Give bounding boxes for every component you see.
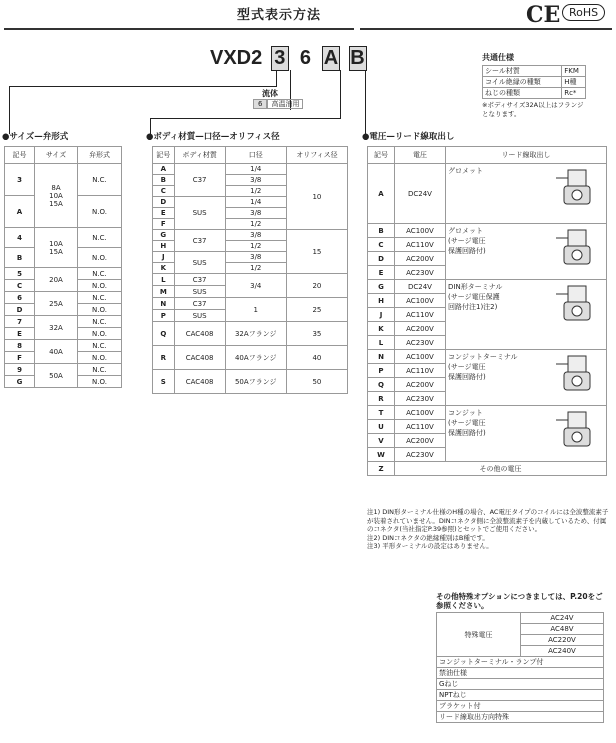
body-material: SUS [174,310,225,322]
size-table [4,146,122,388]
table-row [153,164,348,175]
size-symbol: G [5,376,35,388]
body-symbol: P [153,310,175,322]
volt-table-wrap [367,146,607,476]
connector-body [340,70,341,118]
table-row [5,164,122,196]
volt-value: AC110V [395,364,446,378]
volt-header-row [368,147,607,164]
model-size-box: 3 [271,46,289,71]
table-row [153,230,348,241]
volt-section-title: ●電圧—リード線取出し [362,132,455,142]
body-table-wrap [152,146,348,394]
body-symbol: J [153,252,175,263]
size-symbol: B [5,248,35,268]
table-row [153,274,348,286]
table-row [368,406,607,420]
header-cell: 口径 [225,147,286,164]
port-size: 1/2 [225,241,286,252]
body-symbol: E [153,208,175,219]
option-item: NPTねじ [437,690,604,701]
valve-type: N.C. [77,268,121,280]
options-table [436,612,604,723]
port-size: 1/2 [225,186,286,197]
size-symbol: A [5,196,35,228]
body-material: SUS [174,252,225,274]
option-row [437,712,604,723]
lead-sublabel: (サージ電圧保護 回路付注1)注2) [448,293,500,311]
table-row [368,462,607,476]
size-symbol: 6 [5,292,35,304]
options [436,592,606,723]
size-value: 25A [35,292,78,316]
connector-size-v [9,86,10,134]
table-row [153,370,348,394]
note-3: 注3) 平形ターミナルの設定はありません。 [367,542,493,550]
size-value: 50A [35,364,78,388]
model-volt-box: B [350,47,365,69]
lead-label: DIN形ターミナル [448,283,503,291]
body-material: CAC408 [174,346,225,370]
size-value: 20A [35,268,78,292]
valve-type: N.C. [77,228,121,248]
spec-val: Rc* [562,88,586,99]
solenoid-valve-icon [554,354,600,394]
volt-value: AC100V [395,406,446,420]
body-symbol: K [153,263,175,274]
option-row [437,613,604,624]
volt-value: AC100V [395,294,446,308]
connector-body-h [150,118,341,119]
volt-symbol: Q [368,378,395,392]
orifice: 10 [286,164,347,230]
body-material: CAC408 [174,370,225,394]
valve-type: N.C. [77,164,121,196]
option-item: ブラケット付 [437,701,604,712]
size-section-title: ●サイズ—弁形式 [2,132,69,142]
lead-out-cell [446,280,607,350]
note-2: 注2) DINコネクタの絶縁種別はB種です。 [367,533,489,542]
size-symbol: C [5,280,35,292]
size-symbol: 4 [5,228,35,248]
header-cell: 電圧 [395,147,446,164]
connector-volt [365,70,366,134]
option-row [437,701,604,712]
lead-out-cell [446,164,607,224]
volt-symbol: U [368,420,395,434]
lead-sublabel: (サージ電圧 保護回路付) [448,419,486,437]
table-row [5,292,122,304]
valve-type: N.O. [77,328,121,340]
body-symbol: N [153,298,175,310]
volt-value: AC230V [395,266,446,280]
volt-symbol: B [368,224,395,238]
orifice: 20 [286,274,347,298]
header-cell: リード線取出し [446,147,607,164]
fluid-code: 6 [253,99,267,109]
volt-symbol: W [368,448,395,462]
size-symbol: F [5,352,35,364]
orifice: 25 [286,298,347,322]
volt-symbol: C [368,238,395,252]
port-size: 3/4 [225,274,286,298]
header-cell: サイズ [35,147,78,164]
port-size: 1/2 [225,263,286,274]
body-symbol: D [153,197,175,208]
model-prefix: VXD2 [210,47,263,69]
header-rule [4,28,354,30]
volt-value: DC24V [395,164,446,224]
volt-value: AC200V [395,434,446,448]
valve-type: N.C. [77,292,121,304]
valve-type: N.O. [77,196,121,228]
volt-value: AC100V [395,350,446,364]
size-value: 32A [35,316,78,340]
valve-type: N.C. [77,316,121,328]
lead-label: コンジットターミナル [448,353,518,361]
lead-label: コンジット [448,409,483,417]
solenoid-valve-icon [554,410,600,450]
table-row [368,350,607,364]
body-symbol: M [153,286,175,298]
lead-sublabel: (サージ電圧 保護回路付) [448,237,486,255]
table-row [5,340,122,352]
body-material: C37 [174,230,225,252]
option-item: 禁油仕様 [437,668,604,679]
size-symbol: 5 [5,268,35,280]
size-symbol: E [5,328,35,340]
table-row [5,316,122,328]
option-row [437,679,604,690]
body-material: C37 [174,298,225,310]
page-title: 型式表示方法 [237,8,322,23]
option-item: Gねじ [437,679,604,690]
volt-symbol: L [368,336,395,350]
volt-symbol: A [368,164,395,224]
size-value: 10A 15A [35,228,78,268]
spec-val: H種 [562,77,586,88]
solenoid-valve-icon [554,228,600,268]
table-row [153,346,348,370]
table-row [368,224,607,238]
lead-out-cell [446,406,607,462]
header-cell: 記号 [368,147,395,164]
port-size: 3/8 [225,175,286,186]
body-material: CAC408 [174,322,225,346]
table-row [5,228,122,248]
table-row [368,280,607,294]
lead-out-cell [446,224,607,280]
body-material: C37 [174,164,225,197]
body-symbol: B [153,175,175,186]
common-table [482,65,586,99]
option-row [437,657,604,668]
solenoid-valve-icon [554,284,600,324]
volt-value: DC24V [395,280,446,294]
body-material: C37 [174,274,225,286]
body-table [152,146,348,394]
spec-key: ねじの種類 [483,88,562,99]
valve-type: N.O. [77,280,121,292]
table-row [153,298,348,310]
volt-symbol: K [368,322,395,336]
spec-val: FKM [562,66,586,77]
size-value: 40A [35,340,78,364]
valve-type: N.C. [77,364,121,376]
volt-table [367,146,607,476]
body-material: SUS [174,197,225,230]
special-voltage: AC240V [520,646,603,657]
valve-type: N.O. [77,304,121,316]
orifice: 40 [286,346,347,370]
model-fluid: 6 [299,47,311,69]
volt-value: AC200V [395,378,446,392]
lead-sublabel: (サージ電圧 保護回路付) [448,363,486,381]
body-symbol: F [153,219,175,230]
volt-symbol: P [368,364,395,378]
valve-type: N.O. [77,376,121,388]
size-symbol: 3 [5,164,35,196]
connector-size [276,70,277,86]
body-symbol: Q [153,322,175,346]
rohs-badge: RoHS [562,4,605,21]
option-item: コンジットターミナル・ランプ付 [437,657,604,668]
option-row [437,690,604,701]
volt-symbol: J [368,308,395,322]
body-symbol: H [153,241,175,252]
volt-symbol: D [368,252,395,266]
header-cell: ボディ材質 [174,147,225,164]
volt-symbol: G [368,280,395,294]
common-title: 共通仕様 [482,53,514,62]
body-symbol: A [153,164,175,175]
body-symbol: R [153,346,175,370]
orifice: 35 [286,322,347,346]
valve-type: N.C. [77,340,121,352]
special-voltage: AC220V [520,635,603,646]
volt-symbol: N [368,350,395,364]
connector-size-h [9,86,277,87]
volt-symbol: R [368,392,395,406]
lead-out-cell [446,350,607,406]
note-1: 注1) DIN形ターミナル仕様のH種の場合、AC電圧タイプのコイルには全波整流素子が装着されていません。DINコネクタ側に全波整流素子を内蔵しているため、付属のコネクタ(当社指定P.39参照)とセットでご使用ください。 [367,508,609,533]
port-size: 40Aフランジ [225,346,286,370]
port-size: 32Aフランジ [225,322,286,346]
header-rule-right [360,28,612,30]
port-size: 1/2 [225,219,286,230]
header-cell: 記号 [153,147,175,164]
valve-type: N.O. [77,352,121,364]
fluid-table [253,99,303,109]
size-symbol: 7 [5,316,35,328]
volt-value: その他の電圧 [395,462,607,476]
body-symbol: L [153,274,175,286]
volt-symbol: H [368,294,395,308]
volt-value: AC230V [395,392,446,406]
port-size: 3/8 [225,208,286,219]
common-spec [482,52,588,118]
body-section-title: ●ボディ材質—口径—オリフィス径 [146,132,280,142]
port-size: 3/8 [225,252,286,263]
valve-type: N.O. [77,248,121,268]
body-symbol: G [153,230,175,241]
orifice: 15 [286,230,347,274]
table-row [5,268,122,280]
size-symbol: D [5,304,35,316]
table-row [5,364,122,376]
common-note: ※ボディサイズ32A以上はフランジとなります。 [482,101,584,118]
header-cell: 記号 [5,147,35,164]
volt-symbol: V [368,434,395,448]
port-size: 1 [225,298,286,322]
options-title: その他特殊オプションにつきましては、P.20をご参照ください。 [436,592,603,610]
model-code [210,46,367,71]
port-size: 3/8 [225,230,286,241]
size-header-row [5,147,122,164]
special-voltage: AC24V [520,613,603,624]
notes [367,508,609,551]
special-voltage: AC48V [520,624,603,635]
fluid-desc: 高温油用 [267,99,303,109]
orifice: 50 [286,370,347,394]
table-row [368,164,607,224]
size-symbol: 8 [5,340,35,352]
header-cell: オリフィス径 [286,147,347,164]
volt-symbol: Z [368,462,395,476]
spec-key: コイル絶縁の種類 [483,77,562,88]
body-symbol: S [153,370,175,394]
volt-value: AC230V [395,336,446,350]
header-cell: 弁形式 [77,147,121,164]
body-header-row [153,147,348,164]
ce-mark: CE [526,2,561,28]
port-size: 1/4 [225,197,286,208]
volt-value: AC110V [395,308,446,322]
volt-symbol: T [368,406,395,420]
option-item: リード線取出方向特殊 [437,712,604,723]
fluid-label: 流体 [262,89,278,98]
volt-value: AC200V [395,252,446,266]
body-material: SUS [174,286,225,298]
body-symbol: C [153,186,175,197]
size-value: 8A 10A 15A [35,164,78,228]
port-size: 1/4 [225,164,286,175]
volt-value: AC200V [395,322,446,336]
solenoid-valve-icon [554,168,600,208]
volt-value: AC110V [395,420,446,434]
model-body-box: A [323,47,339,69]
spec-key: シール材質 [483,66,562,77]
option-row [437,668,604,679]
size-symbol: 9 [5,364,35,376]
special-voltage-label: 特殊電圧 [437,613,521,657]
port-size: 50Aフランジ [225,370,286,394]
lead-label: グロメット [448,167,483,175]
volt-value: AC100V [395,224,446,238]
volt-value: AC230V [395,448,446,462]
lead-label: グロメット [448,227,483,235]
size-table-wrap [4,146,122,388]
table-row [153,322,348,346]
volt-value: AC110V [395,238,446,252]
volt-symbol: E [368,266,395,280]
